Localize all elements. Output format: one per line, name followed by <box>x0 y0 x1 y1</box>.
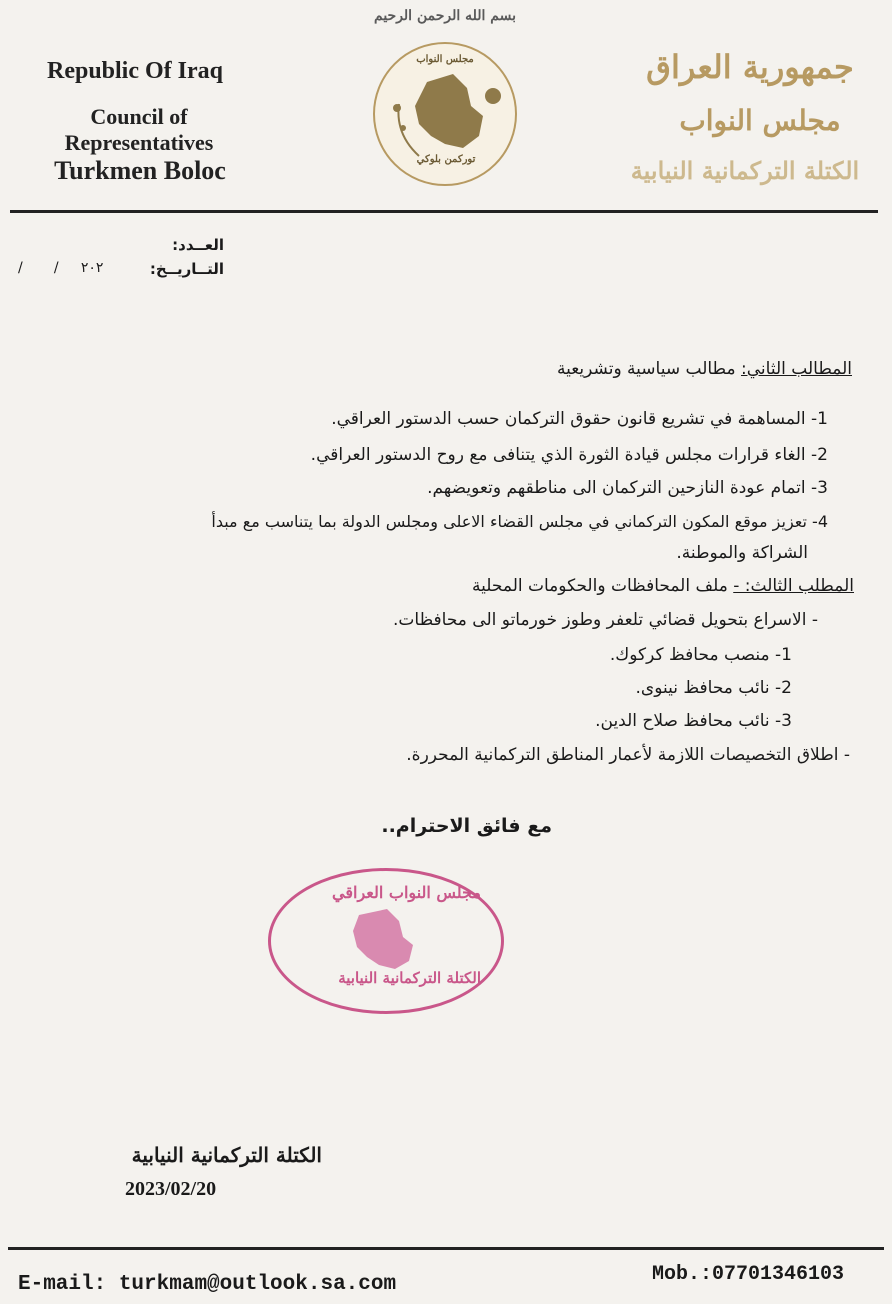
second-item-4-cont: الشراكة والموطنة. <box>676 543 808 563</box>
header-ar-line3: الكتلة التركمانية النيابية <box>630 156 860 185</box>
second-heading-text: مطالب سياسية وتشريعية <box>556 359 742 379</box>
header-en-line3: Turkmen Boloc <box>54 156 226 185</box>
date-value: / / ٢٠٢ <box>18 260 104 276</box>
email-label: E-mail: <box>18 1273 107 1296</box>
third-demands-heading <box>400 576 854 596</box>
third-item-3: 3- نائب محافظ صلاح الدين. <box>595 711 792 731</box>
number-label: العــدد: <box>172 236 224 254</box>
second-item-3: 3- اتمام عودة النازحين التركمان الى مناطقهم وتعويضهم. <box>427 478 828 498</box>
third-item-bullet-2: - اطلاق التخصيصات اللازمة لأعمار المناطق التركمانية المحررة. <box>406 745 850 765</box>
stamp-bottom-text: الكتلة التركمانية النيابية <box>338 969 481 987</box>
header-ar-line2: مجلس النواب <box>679 104 841 137</box>
emblem-text-top: مجلس النواب <box>416 54 474 65</box>
third-heading-label: المطلب الثالث: - <box>733 576 854 596</box>
signature-org: الكتلة التركمانية النيابية <box>131 1143 322 1167</box>
footer-email <box>18 1273 396 1296</box>
second-item-4: 4- تعزيز موقع المكون التركماني في مجلس القضاء الاعلى ومجلس الدولة بما يتناسب مع مبدأ <box>211 512 828 531</box>
second-item-2: 2- الغاء قرارات مجلس قيادة الثورة الذي يتنافى مع روح الدستور العراقي. <box>310 445 828 465</box>
third-heading-text: ملف المحافظات والحكومات المحلية <box>472 576 734 596</box>
second-item-1: 1- المساهمة في تشريع قانون حقوق التركمان حسب الدستور العراقي. <box>331 409 828 429</box>
third-item-2: 2- نائب محافظ نينوى. <box>635 678 792 698</box>
header-ar-line1: جمهورية العراق <box>646 48 854 86</box>
emblem-text-bottom: توركمن بلوكي <box>416 154 476 165</box>
footer-divider <box>8 1247 884 1250</box>
official-stamp <box>268 868 504 1014</box>
second-heading-label: المطالب الثاني: <box>741 359 852 379</box>
date-label: التــاريــخ: <box>149 260 224 278</box>
header-en-line2: Council of Representatives <box>64 104 214 155</box>
mobile-value: 07701346103 <box>712 1263 845 1286</box>
signature-date: 2023/02/20 <box>125 1178 217 1200</box>
closing-text: مع فائق الاحترام.. <box>381 815 552 837</box>
header-divider <box>10 210 878 213</box>
header-en-line1: Republic Of Iraq <box>46 58 223 84</box>
parliament-emblem <box>373 42 517 186</box>
mobile-label: Mob.: <box>652 1263 713 1286</box>
second-demands-heading <box>400 359 852 379</box>
third-item-bullet-1: - الاسراع بتحويل قضائي تلعفر وطوز خورماتو الى محافظات. <box>392 610 818 630</box>
email-value: turkmam@outlook.sa.com <box>118 1273 397 1296</box>
footer-mobile <box>652 1263 844 1286</box>
third-item-1: 1- منصب محافظ كركوك. <box>609 645 792 665</box>
basmala: بسم الله الرحمن الرحيم <box>374 8 516 24</box>
stamp-top-text: مجلس النواب العراقي <box>332 883 481 902</box>
